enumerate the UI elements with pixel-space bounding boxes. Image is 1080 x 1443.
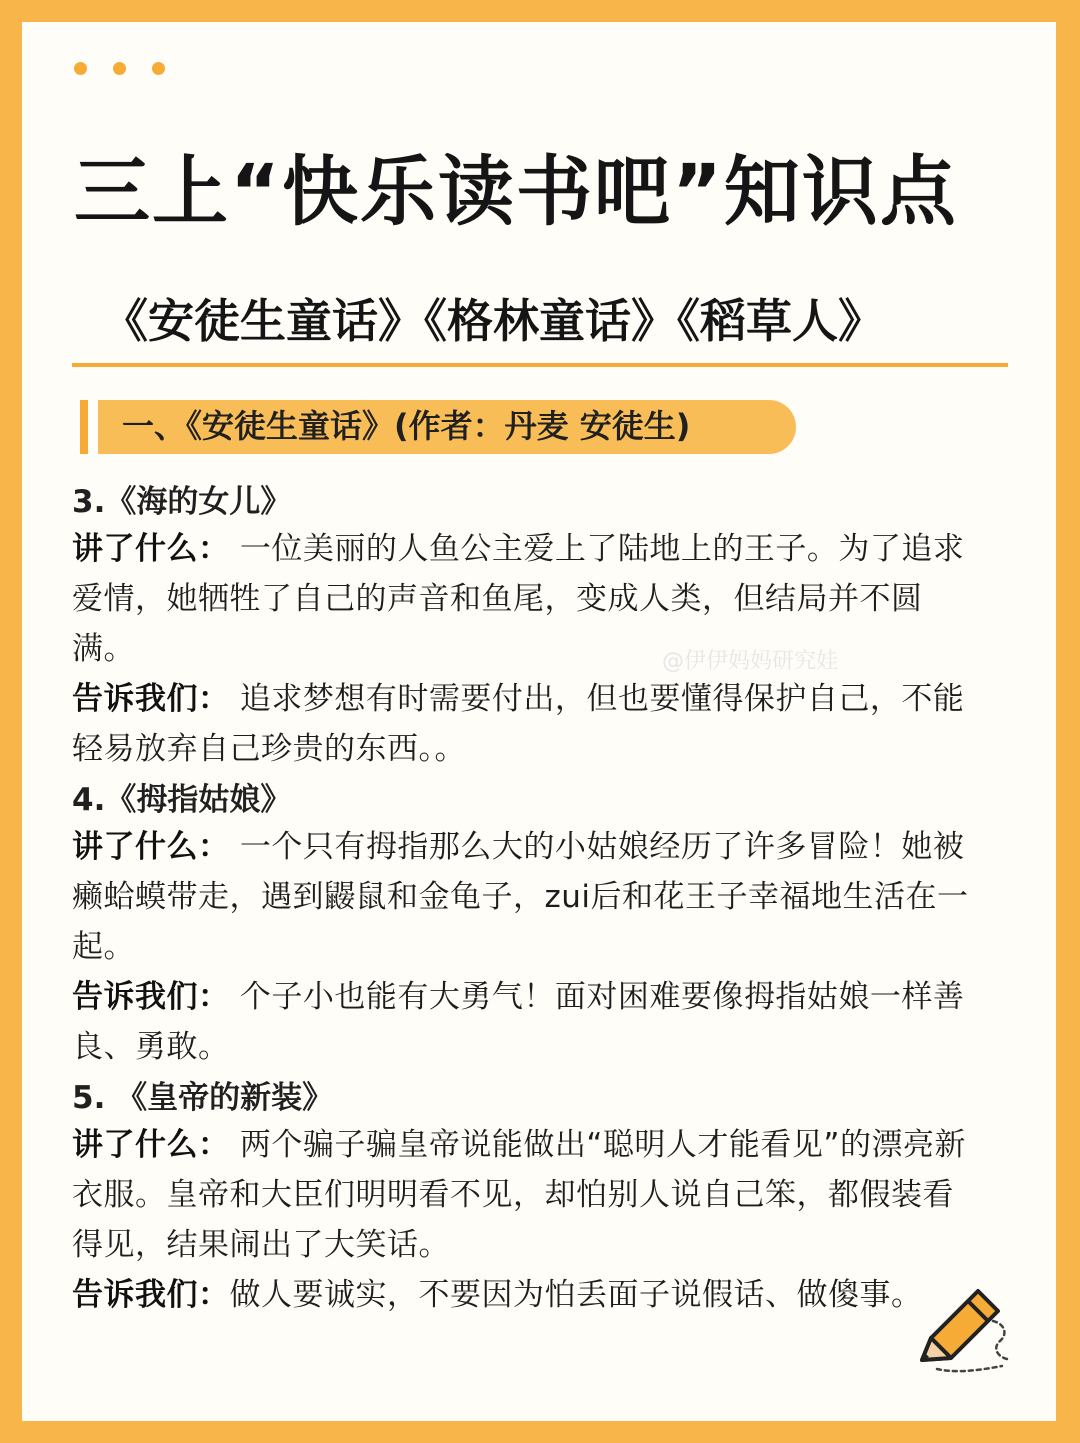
watermark-text: @伊伊妈妈研究娃: [662, 649, 839, 674]
story-lesson: [72, 972, 982, 1072]
dot: [152, 62, 165, 75]
summary-text: 一位美丽的人鱼公主爱上了陆地上的王子。为了追求爱情，她牺牲了自己的声音和鱼尾，变成人类，但结局并不圆满。: [72, 531, 965, 667]
lesson-text: 做人要诚实，不要因为怕丢面子说假话、做傻事。: [229, 1277, 923, 1313]
summary-text: 两个骗子骗皇帝说能做出“聪明人才能看见”的漂亮新衣服。皇帝和大臣们明明看不见，却怕别人说自己笨，都假装看得见，结果闹出了大笑话。: [72, 1127, 966, 1263]
page-title: 三上“快乐读书吧”知识点: [74, 147, 958, 236]
story-card: [72, 778, 982, 1072]
page-frame: [22, 22, 1056, 1421]
lesson-label: 告诉我们：: [72, 979, 230, 1015]
summary-label: 讲了什么：: [72, 1127, 230, 1163]
story-card: [72, 1076, 982, 1320]
story-lesson: [72, 674, 982, 774]
dot: [113, 62, 126, 75]
lesson-label: 告诉我们：: [72, 681, 230, 717]
section-accent-bar: [80, 400, 88, 454]
story-title: 4.《拇指姑娘》: [72, 778, 299, 822]
story-title: 5. 《皇帝的新装》: [72, 1076, 341, 1120]
dot: [74, 62, 87, 75]
story-lesson: [72, 1270, 982, 1320]
story-summary: [72, 1120, 982, 1270]
story-list: [72, 480, 982, 1324]
subtitle-divider: [72, 363, 1008, 367]
story-card: [72, 480, 982, 774]
three-dots-icon: [74, 62, 165, 75]
lesson-text: 追求梦想有时需要付出，但也要懂得保护自己，不能轻易放弃自己珍贵的东西。。: [72, 681, 965, 767]
pencil-icon: [904, 1283, 1014, 1377]
story-summary: [72, 822, 982, 972]
lesson-text: 个子小也能有大勇气！面对困难要像拇指姑娘一样善良、勇敢。: [72, 979, 965, 1065]
story-summary: [72, 524, 982, 674]
summary-label: 讲了什么：: [72, 829, 230, 865]
story-title: 3.《海的女儿》: [72, 480, 299, 524]
summary-label: 讲了什么：: [72, 531, 230, 567]
section-heading: 一、《安徒生童话》(作者：丹麦 安徒生): [122, 407, 691, 445]
summary-text: 一个只有拇指那么大的小姑娘经历了许多冒险！她被癞蛤蟆带走，遇到鼹鼠和金龟子，zui后和花王子幸福地生活在一起。: [72, 829, 969, 965]
book-list-subtitle: 《安徒生童话》《格林童话》《稻草人》: [102, 294, 884, 348]
lesson-label: 告诉我们：: [72, 1277, 230, 1313]
